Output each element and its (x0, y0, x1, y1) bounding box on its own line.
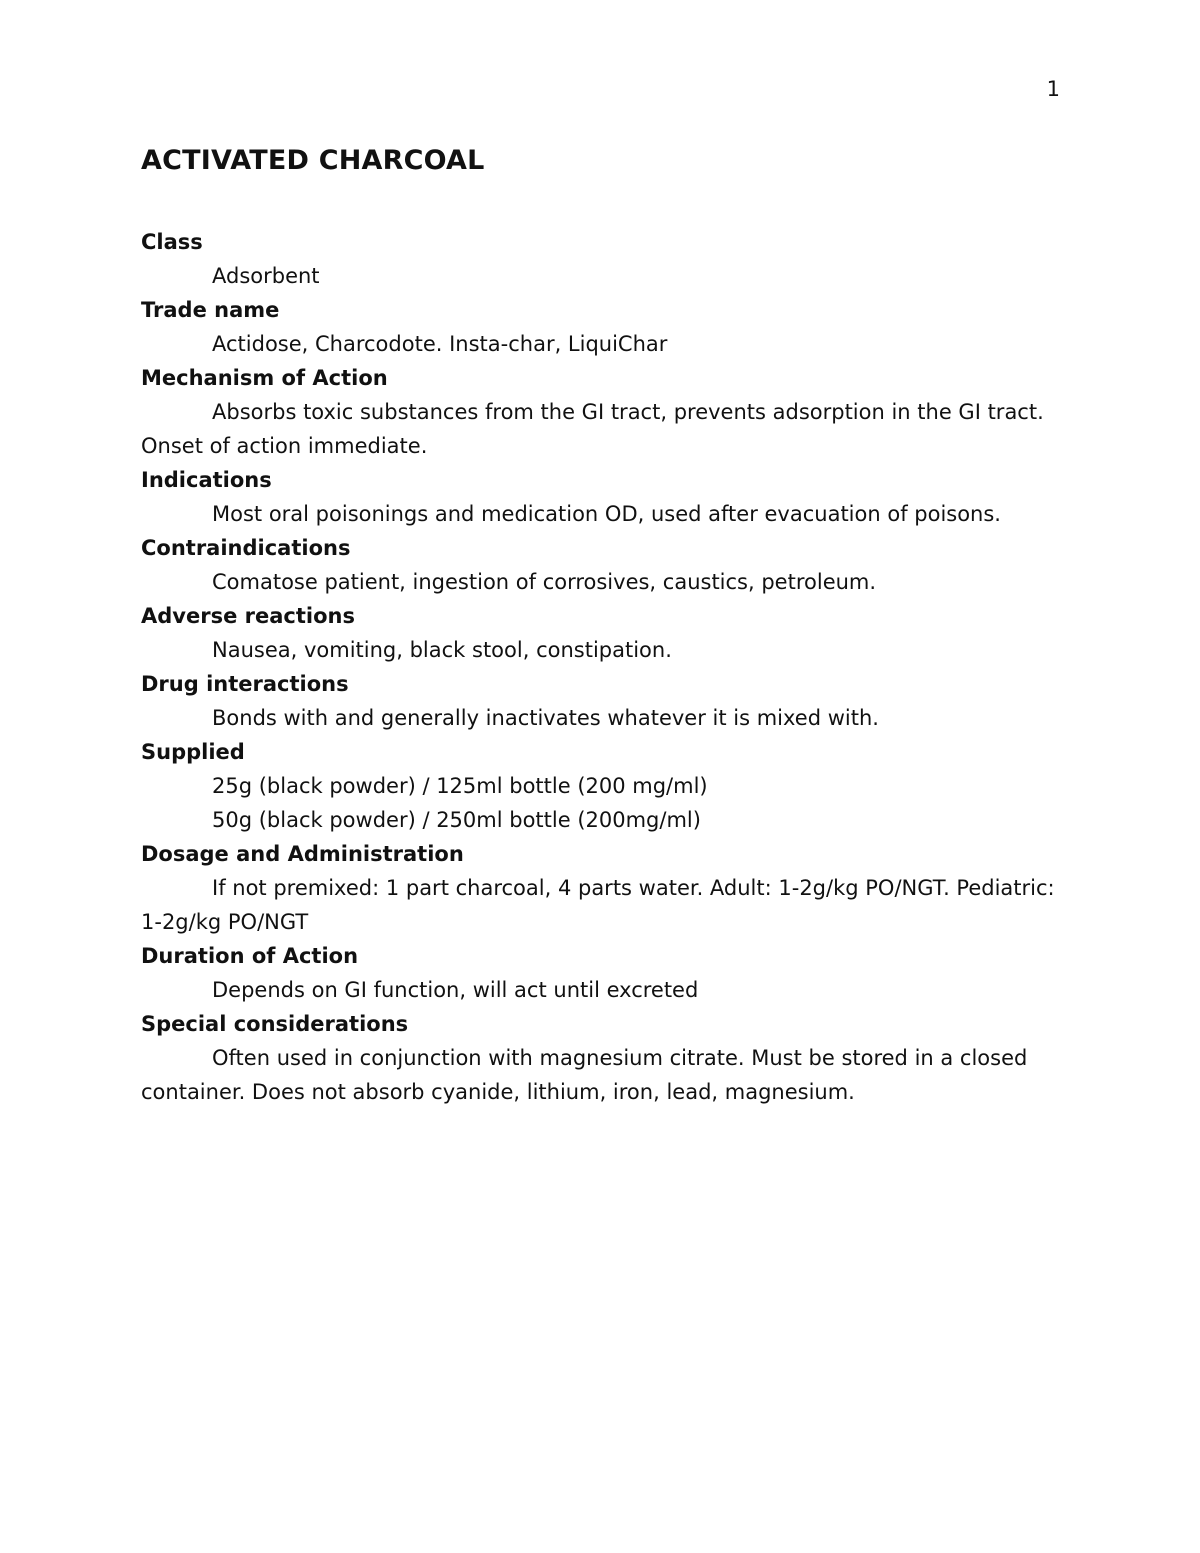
section-heading: Contraindications (141, 536, 351, 560)
section-body (141, 769, 1061, 837)
section-body (141, 871, 1061, 939)
section-text: Depends on GI function, will act until excreted (212, 978, 699, 1002)
section-drug-interactions (141, 667, 1061, 735)
section-body (141, 565, 1061, 599)
document-title: ACTIVATED CHARCOAL (141, 145, 485, 176)
section-text: Adsorbent (212, 264, 320, 288)
section-class (141, 225, 1061, 293)
section-text: Comatose patient, ingestion of corrosives, caustics, petroleum. (212, 570, 877, 594)
section-adverse-reactions (141, 599, 1061, 667)
section-text: Nausea, vomiting, black stool, constipation. (212, 638, 672, 662)
section-body (141, 395, 1061, 463)
section-heading: Drug interactions (141, 672, 349, 696)
section-text: Often used in conjunction with magnesium citrate. Must be stored in a closed container. Does not absorb cyanide, lithium, iron, lead, magnesium. (141, 1046, 1028, 1104)
section-body (141, 973, 1061, 1007)
section-heading: Supplied (141, 740, 245, 764)
section-text: If not premixed: 1 part charcoal, 4 parts water. Adult: 1-2g/kg PO/NGT. Pediatric: 1-2g/kg PO/NGT (141, 876, 1055, 934)
section-body (141, 259, 1061, 293)
section-text: 50g (black powder) / 250ml bottle (200mg/ml) (212, 808, 701, 832)
section-body (141, 701, 1061, 735)
section-heading: Adverse reactions (141, 604, 355, 628)
page-number: 1 (1046, 77, 1060, 101)
section-heading: Special considerations (141, 1012, 409, 1036)
section-dosage-and-administration (141, 837, 1061, 939)
section-indications (141, 463, 1061, 531)
section-text: Actidose, Charcodote. Insta-char, LiquiChar (212, 332, 668, 356)
section-heading: Class (141, 230, 203, 254)
section-mechanism-of-action (141, 361, 1061, 463)
section-heading: Trade name (141, 298, 280, 322)
section-heading: Mechanism of Action (141, 366, 388, 390)
section-trade-name (141, 293, 1061, 361)
section-heading: Indications (141, 468, 272, 492)
section-text: 25g (black powder) / 125ml bottle (200 mg/ml) (212, 774, 708, 798)
section-text: Bonds with and generally inactivates whatever it is mixed with. (212, 706, 879, 730)
section-body (141, 327, 1061, 361)
section-text: Most oral poisonings and medication OD, used after evacuation of poisons. (212, 502, 1001, 526)
section-body (141, 1041, 1061, 1109)
section-body (141, 497, 1061, 531)
section-heading: Duration of Action (141, 944, 359, 968)
section-special-considerations (141, 1007, 1061, 1109)
section-duration-of-action (141, 939, 1061, 1007)
section-text: Absorbs toxic substances from the GI tract, prevents adsorption in the GI tract. Onset of action immediate. (141, 400, 1044, 458)
section-body (141, 633, 1061, 667)
section-heading: Dosage and Administration (141, 842, 464, 866)
section-contraindications (141, 531, 1061, 599)
drug-monograph-sections (141, 225, 1061, 1109)
section-supplied (141, 735, 1061, 837)
